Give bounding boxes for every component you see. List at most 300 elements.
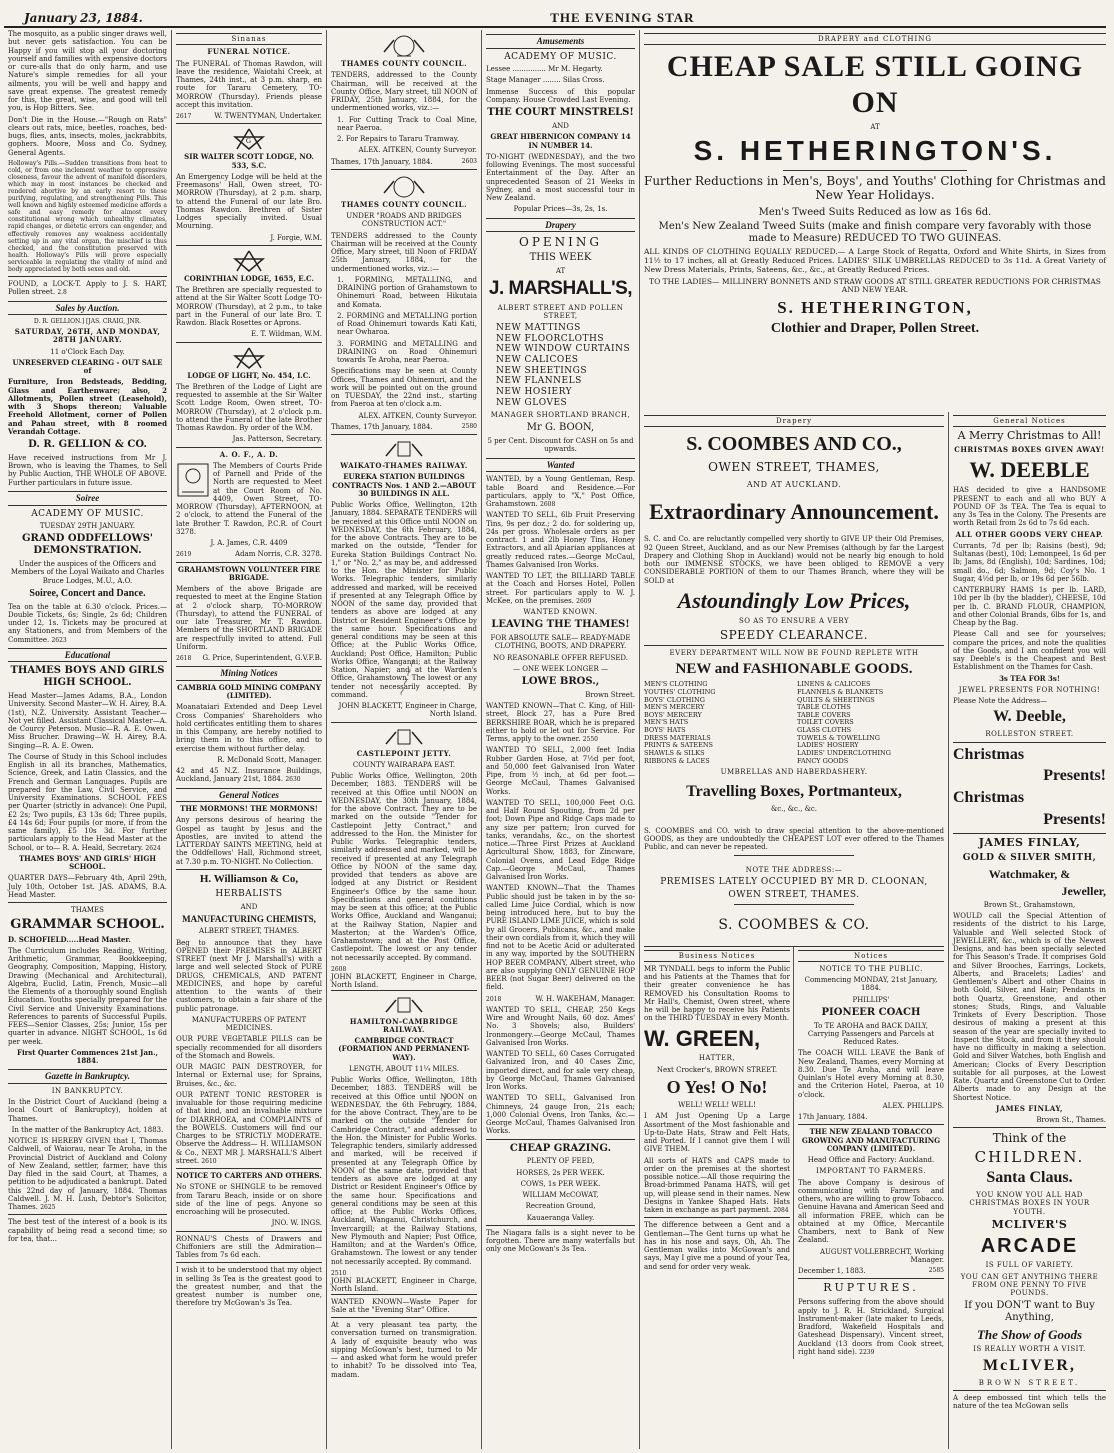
- deeble-body: HAS decided to give a HANDSOME PRESENT to each and all who BUY A POUND OF 3s TEA. The Tea is equal to any 3s Tea in the Colony. The Presents are worth Retail from 2s 6d to 7s 6d each.: [953, 486, 1106, 528]
- masonic-emblem-icon: [229, 249, 269, 273]
- divider: [8, 276, 167, 277]
- county-crest-icon: [379, 32, 429, 58]
- speedy-clearance: SPEEDY CLEARANCE.: [719, 628, 869, 643]
- hetherington-name: S. HETHERINGTON,: [777, 298, 973, 318]
- all-other-goods: ALL OTHER GOODS VERY CHEAP.: [955, 529, 1104, 539]
- divider: [331, 1294, 477, 1295]
- pills-ad: OUR PURE VEGETABLE PILLS can be specially recommended for all disorders of the Stomach and Bowels.: [176, 1035, 322, 1060]
- goods-item: TABLE CLOTHS: [797, 703, 851, 712]
- merry-christmas: A Merry Christmas to All!: [957, 429, 1102, 443]
- corinthian-notice: The Brethren are specially requested to attend at the Sir Walter Scott Lodge TO-MORROW (Thursday), at 2 p.m., to take part in the Funeral of our late Bro. T. Rawdon. Black Rosettes or Aprons.: [176, 286, 322, 327]
- fire-brigade-sig: 2618 G. Price, Superintendent, G.V.F.B.: [176, 654, 322, 662]
- goods-item: DRESS MATERIALS: [644, 733, 711, 742]
- lodge-light-sig: Jas. Patterson, Secretary.: [232, 435, 322, 444]
- drapery-head: Drapery: [644, 415, 944, 427]
- divider: [331, 990, 477, 991]
- wairarapa-title: COUNTY WAIRARAPA EAST.: [352, 760, 456, 769]
- all-sorts: All sorts of HATS and CAPS made to order on the premises at the shortest possible notice.—All those requiring the Broad-brimmed Panama HATS, will get up, will please send in their names. New Designs in Yankee Shaped Hats. Hats taken in exchange as part payment. 2084: [644, 1156, 790, 1215]
- mining-section-title: Mining Notices: [176, 666, 322, 681]
- found-ad: FOUND, a LOCK-T. Apply to J. S. HART, Pollen street. 2.8: [8, 280, 167, 297]
- williamson-title: H. Williamson & Co,: [199, 872, 299, 885]
- travelling-boxes: Travelling Boxes, Portmanteux,: [686, 782, 902, 800]
- walter-scott-title: SIR WALTER SCOTT LODGE, NO. 533, S.C.: [184, 152, 314, 170]
- wanted-ad: WANTED TO SELL, Galvanised Iron Chimneys, 24 gauge Iron, 21s each; 1,000 Colonial Ovens, Iron Tanks, &c.—George McCaul, Thames Galvanised Iron Works.: [486, 1094, 635, 1136]
- lowe-address: Brown Street.: [585, 690, 635, 699]
- fire-brigade-title: GRAHAMSTOWN VOLUNTEER FIRE BRIGADE.: [177, 564, 321, 582]
- ruptures-title: RUPTURES.: [823, 1281, 919, 1295]
- work-4: 2. FORMING and METALLING portion of Road Ohinemuri towards Kati Kati, near Owharoa.: [337, 311, 477, 337]
- horses-rate: HORSES, 2s PER WEEK.: [516, 1168, 605, 1177]
- carters-sig: JNO. W. INGS.: [271, 1219, 322, 1228]
- goods-item: LADIES' UNDERCLOTHING: [797, 749, 891, 758]
- quarter-days: QUARTER DAYS—February 4th, April 29th, July 10th, October 1st. JAS. ADAMS, B.A. Head Master.: [8, 874, 167, 899]
- marshall-item: NEW WINDOW CURTAINS: [496, 344, 631, 355]
- worth-visit: IS REALLY WORTH A VISIT.: [973, 1345, 1086, 1354]
- hatter-label: HATTER,: [698, 1054, 736, 1063]
- nz-tweed: Men's New Zealand Tweed Suits (make and finish compare very favorably with those made to Measure) REDUCED TO TWO GUINEAS.: [658, 221, 1092, 245]
- hamilton-sig: 2510 JOHN BLACKETT, Engineer in Charge, North Island.: [331, 1269, 477, 1294]
- divider: [734, 855, 854, 856]
- coombes-footer-name: S. COOMBES & CO.: [718, 917, 870, 933]
- work-3: 1. FORMING, METALLING, and DRAINING portion of Grahamstown to Ohinemuri Road, between Hikutaia and Komata.: [337, 275, 477, 309]
- cambridge-title: CAMBRIDGE CONTRACT (FORMATION AND PERMANENT-WAY).: [338, 1036, 470, 1062]
- castlepoint-sig: 2608 JOHN BLACKETT, Engineer in Charge, North Island.: [331, 965, 477, 990]
- christmas-2: Christmas: [953, 789, 1025, 807]
- christmas-boxes: CHRISTMAS BOXES GIVEN AWAY!: [954, 445, 1105, 455]
- notices-col: [798, 947, 944, 1360]
- funeral-title: FUNERAL NOTICE.: [207, 47, 291, 57]
- drapery-section-title: Drapery: [486, 218, 635, 233]
- mcliver-name: MCLIVER'S: [991, 1217, 1068, 1231]
- mormons-title: THE MORMONS! THE MORMONS!: [180, 804, 318, 814]
- divider: [734, 904, 854, 905]
- court-minstrels: THE COURT MINSTRELS!: [487, 107, 634, 119]
- cheap-sale-headline: CHEAP SALE STILL GOING ON: [666, 50, 1084, 119]
- arcade-label: ARCADE: [980, 1234, 1079, 1257]
- drapery-clothing-head: DRAPERY and CLOTHING: [644, 33, 1106, 45]
- hibernicon: GREAT HIBERNICON COMPANY 14 IN NUMBER 14.: [490, 132, 631, 150]
- council-title: THAMES COUNTY COUNCIL.: [340, 59, 468, 68]
- grammar-head-master: D. SCHOFIELD.....Head Master.: [8, 934, 131, 944]
- at-label: AT: [555, 267, 566, 276]
- cambria-sig: R. McDonald Scott, Manager.: [217, 755, 322, 764]
- aof-notice: The Members of Courts Pride of Parnell and Pride of the North are requested to Meet at the Court Room of No. 4409, Owen Street, TO-MORROW (Thursday), AFTERNOON, at 2 o'clock, to attend the Funeral of the late Brother T. Rawdon, P.C.R. of Court 3278.: [176, 461, 322, 536]
- umbrellas: UMBRELLAS AND HABERDASHERY.: [720, 768, 868, 777]
- goods-item: RIBBONS & LACES: [644, 756, 710, 765]
- deeble-prices: Currants, 7d per lb; Raisins (best), 9d; Sultanas (best), 10d; Lemonpeel, 1s 6d per lb; Jams, 8d (English), 10d; Sardines, 10d; small do., 6d; Salmon, 9d; Coy's No. 1 Sugar, 4½d per lb, or 19s 6d per 56lb.: [953, 541, 1106, 583]
- mosquito-note: The mosquito, as a public singer draws well, but never gets satisfaction. You can be Happy if you will stop all your doctoring yourself and families with expensive doctors or cure-alls that do only harm, and use Nature's simple remedies for all your ailments, you will be well and happy and save great expense. The greatest remedy for this, the great, wise, and good will tell you, is Hop Bitters. See.: [8, 30, 167, 113]
- christmas-1: Christmas: [953, 745, 1025, 763]
- full-of-variety: IS FULL OF VARIETY.: [985, 1261, 1074, 1270]
- wanted-ad: WANTED TO SELL, 100,000 Feet O.G. and Half Round Spouting, from 2d per foot; Down Pipe and Ridge Caps made to any size per pattern; Iron curved for tanks, verandahs, &c., on the shortest notice.—Three First Prizes at Auckland Agricultural Show, 1883, for Zincware, Colonial Ovens, and Lead Edge Ridge Cap.—George McCaul, Thames Galvanised Iron Works.: [486, 798, 635, 882]
- wanted-ad: WANTED TO SELL, 60 Cases Corrugated Galvanized Iron, and 40 Cases Zinc, imported direct, and for sale very cheap, by George McCaul, Thames Galvanised Iron Works.: [486, 1050, 635, 1092]
- aof-block: [176, 462, 322, 536]
- issue-date: January 23, 1884.: [24, 11, 143, 25]
- oyes-headline: O Yes! O No!: [666, 1076, 768, 1097]
- recreation-ground: Recreation Ground,: [525, 1202, 596, 1211]
- tenders-2-sig: ALEX. AITKEN, County Surveyor.: [358, 411, 477, 420]
- green-name: W. GREEN,: [644, 1025, 761, 1051]
- lowe-bros: LOWE BROS.,: [521, 676, 600, 688]
- tea-wish-ad: I wish it to be understood that my object in selling 3s Tea is the greatest good to the greatest number, and that the greatest number is number one, therefore try McGowan's 3s Tea.: [176, 1266, 322, 1308]
- bankruptcy-matter: In the matter of the Bankruptcy Act, 1883.: [11, 1125, 164, 1134]
- marshall-address: ALBERT STREET AND POLLEN STREET,: [497, 303, 624, 320]
- general-head: General Notices: [953, 415, 1106, 427]
- divider: [176, 447, 322, 448]
- carters-notice: No STONE or SHINGLE to be removed from Tararu Beach, inside or on shore side of the line of pegs. Anyone so encroaching will be prosecuted.: [176, 1183, 322, 1217]
- columns: [4, 30, 1108, 1449]
- so-as: SO AS TO ENSURE A VERY: [738, 616, 850, 625]
- this-week-label: THIS WEEK: [529, 252, 592, 264]
- goods-item: BOYS' CLOTHING: [644, 695, 705, 704]
- tobacco-title: THE NEW ZEALAND TOBACCO GROWING AND MANUFACTURING COMPANY (LIMITED).: [801, 1127, 941, 1153]
- work-2: 2. For Repairs to Tararu Tramway.: [337, 135, 460, 143]
- forester-emblem-icon: [176, 462, 210, 498]
- divider: [783, 170, 968, 171]
- cows-rate: COWS, 1s PER WEEK.: [520, 1179, 601, 1188]
- discount: 5 per Cent. Discount for CASH on 5s and upwards.: [487, 437, 634, 454]
- corinthian-title: CORINTHIAN LODGE, 1655, E.C.: [184, 273, 314, 283]
- divider: [331, 722, 477, 723]
- premises-label: PREMISES LATELY OCCUPIED BY MR D. CLOONAN,: [660, 876, 928, 887]
- divider: [331, 1317, 477, 1318]
- to-the-ladies: TO THE LADIES— MILLINERY BONNETS AND STRAW GOODS AT STILL GREATER REDUCTIONS FOR CHRISTMAS AND NEW YEAR.: [649, 276, 1101, 295]
- williamson-address: ALBERT STREET, THAMES.: [199, 927, 299, 936]
- castlepoint-body: Public Works Office, Wellington, 20th December, 1883. TENDERS will be received at this Office until NOON on WEDNESDAY, the 30th January, 1884, for the above Contract. They are to be marked on the outside "Tender for Castlepoint Jetty Contract," and addressed to the Hon. the Minister for Public Works. Telegraphic tenders, similarly addressed and marked, will be received if presented at any Telegraph Office by NOON of the same day, provided that tenders as above are lodged at any District or Resident Engineer's Office by the same hour. Specifications and general conditions may be seen at this office; at the Public Works Office, Auckland and Wanganui; at the Railway Station, Napier and Masterton; at the Warden's Office, Grahamstown; and at the Post Office, Castlepoint. The lowest or any tender not necessarily accepted. By command.: [331, 772, 477, 962]
- bankruptcy-title: IN BANKRUPTCY.: [51, 1086, 124, 1095]
- deeble-hams: CANTERBURY HAMS 1s per lb. LARD, 10d per lb (by the bladder), CHEESE, 10d per lb. C. BRAND FLOUR, CHAMPION, and other Colonial Brands, 6lbs for 1s, and Cheap by the Bag.: [953, 586, 1106, 628]
- tea-footer: The best test of the interest of a book is its capability of being read a second time; so for tea, that...: [8, 1218, 167, 1243]
- deeble-name: W. DEEBLE: [969, 457, 1090, 483]
- cambria-notice: Moanataiari Extended and Deep Level Cross Companies' Shareholders who hold certificates entitling them to shares in this Company, are hereby notified to bring them in to this office, and to exercise them without further delay.: [176, 703, 322, 753]
- leaving-thames: LEAVING THE THAMES!: [491, 619, 630, 631]
- aof-sig2: 2619 Adam Norris, C.R. 3278.: [176, 550, 322, 559]
- fire-brigade-notice: Members of the above Brigade are requested to meet at the Engine Station at 2 o'clock sharp, TO-MORROW (Thursday), to attend the FUNERAL of our late Treasurer, Mr T. Rawdon. Members of the SHORTLAND BRIGADE are respectfully invited to attend. Full Uniform.: [176, 585, 322, 651]
- marshall-item: NEW SHEETINGS: [496, 365, 587, 376]
- clothier-line: Clothier and Draper, Pollen Street.: [770, 321, 980, 337]
- divider: [331, 169, 477, 170]
- auction-header: D. R. GELLION.] [JAS. CRAIG, JNR.: [33, 318, 142, 326]
- goods-item: YOUTHS' CLOTHING: [644, 687, 716, 696]
- soiree-concert: Soiree, Concert and Dance.: [29, 587, 146, 599]
- notices-head: Notices: [798, 950, 944, 962]
- niagara-footer: The Niagara falls is a sight never to be forgotten. There are many waterfalls but only one McGowan's 3s Tea.: [486, 1228, 635, 1254]
- mcliver-brown: BROWN STREET.: [978, 1378, 1081, 1387]
- tenders-1-date: Thames, 17th January, 1884. 2603: [331, 157, 477, 166]
- tenders-2-date: Thames, 17th January, 1884. 2580: [331, 422, 477, 431]
- cambria-addr: 42 and 45 N.Z. Insurance Buildings, Auckland, January 21st, 1884. 2630: [176, 767, 322, 784]
- public-notice: NOTICE TO THE PUBLIC.: [819, 964, 923, 973]
- farmers-sig: AUGUST VOLLEBRECHT, Working Manager.: [819, 1247, 944, 1264]
- tyndall-notice: MR TYNDALL begs to inform the Public and his Patients at the Thames that for their greater convenience he has REMOVED his Consultation Rooms to Mr Hall's, Chemist, Owen street, where he will be happy to receive his Patients on the THIRD TUESDAY in every Month.: [644, 964, 790, 1023]
- ruptures-notice: Persons suffering from the above should apply to J. R. H. Strickland, Surgical Instrument-maker (late maker to Leeds, Bradford, Wakefield Hospitals and Gateshead Dispensary). Vincent street, Auckland (13 doors from Cook street, right hand side). 2239: [798, 1298, 944, 1356]
- at-label: AT: [870, 123, 880, 132]
- castlepoint-title: CASTLEPOINT JETTY.: [356, 748, 452, 758]
- divider: [8, 902, 167, 903]
- marshall-item: NEW FLANNELS: [496, 376, 582, 387]
- farmers-notice: The above Company is desirous of communicating with Farmers and others, who are willing to grow Tobacco. Genuine Havana and American Seed and all information FREE, which can be obtained at my Office, Mercantile Chambers, next to Bank of New Zealand.: [798, 1178, 944, 1245]
- business-col: [644, 947, 794, 1360]
- column-4: [482, 30, 640, 1449]
- svg-text:G: G: [246, 137, 252, 146]
- hetherington-headline: S. HETHERINGTON'S.: [693, 135, 1057, 167]
- goods-item: MEN'S HATS: [644, 718, 689, 727]
- soiree-section-title: Soiree: [8, 491, 167, 506]
- colony-crest-icon: [382, 994, 426, 1016]
- bankruptcy-court: In the District Court of Auckland (being a local Court of Bankruptcy), holden at Thames.: [8, 1098, 167, 1123]
- column-head: Sinanas: [176, 33, 322, 45]
- chemists-label: MANUFACTURING CHEMISTS,: [182, 913, 316, 924]
- farmers-date: December 1, 1883. 2585: [798, 1267, 944, 1276]
- goods-item: BOYS' MERCERY: [644, 710, 702, 719]
- general-notices-column: [949, 412, 1110, 1449]
- marshall-items: [496, 323, 635, 408]
- divider: [176, 245, 322, 246]
- special-attention: S. COOMBES and CO. wish to draw special attention to the above-mentioned GOODS, as they are undoubtedly the CHEAPEST LOT ever offered to the Thames Public, and can never be repeated.: [644, 826, 944, 852]
- oddfellows-sub: Under the auspices of the Officers and Members of the Loyal Waikato and Charles Bruce Lodges, M.U., A.O.: [10, 560, 165, 585]
- business-area: [644, 946, 944, 1360]
- academy-title: ACADEMY OF MUSIC.: [504, 51, 617, 62]
- no-offer-refused: NO REASONABLE OFFER REFUSED.: [492, 653, 629, 662]
- goods-list-right: [797, 681, 944, 765]
- masthead: [4, 4, 1106, 28]
- colony-crest-icon: [382, 438, 426, 460]
- divider: [486, 1139, 635, 1140]
- presents-2: Presents!: [1043, 811, 1106, 829]
- anything-there: YOU CAN GET ANYTHING THERE FROM ONE PENNY TO FIVE POUNDS.: [960, 1272, 1099, 1298]
- divider: [953, 1390, 1106, 1391]
- divider: [798, 1278, 944, 1279]
- mcliver-name-2: McLIVER,: [983, 1356, 1076, 1374]
- goods-item: TABLE COVERS: [797, 710, 851, 719]
- auction-note: Have received instructions from Mr J. Brown, who is leaving the Thames, to Sell by Public Auction, THE WHOLE OF ABOVE. Further particulars in future issue.: [8, 453, 167, 487]
- te-aroha: To TE AROHA and BACK DAILY, Carrying Passengers and Parcels at Reduced Rates.: [807, 1021, 935, 1047]
- educational-section-title: Educational: [8, 648, 167, 663]
- divider: [798, 1124, 944, 1125]
- santa-claus: Santa Claus.: [986, 1169, 1073, 1187]
- school-staff: Head Master—James Adams, B.A., London University. Second Master—W. H. Airey, B.A. (1st), N.Z. University. Assistant Teacher—Not yet filled. Assistant Classical Master—A. de Courcy Peterson. Music—R. A. E. Owen. Miss Brucher. Drawing—W. H. Airey, B.A. Singing—R. A. E. Owen.: [8, 692, 167, 750]
- goods-item: TOILET COVERS: [797, 718, 854, 727]
- owen-street: OWEN STREET, THAMES.: [728, 890, 860, 901]
- deeble-please: Please Call and see for yourselves; compare the prices, and note the qualities of the Goods, and I am confident you will say Deeble's is the Cheapest and Best Establishment on the Thames for Cash.: [953, 630, 1106, 672]
- finlay-name: JAMES FINLAY,: [978, 836, 1081, 850]
- stage-manager: Stage Manager ........ Silas Cross.: [486, 76, 605, 85]
- goods-item: LINENS & CALICOES: [797, 680, 871, 689]
- absolute-sale: FOR ABSOLUTE SALE— READY-MADE CLOTHING, BOOTS, AND DRAPERY.: [490, 634, 631, 651]
- divider: [644, 645, 944, 646]
- auction-firm: D. R. GELLION & CO.: [28, 439, 147, 451]
- etc-label: &c., &c., &c.: [770, 804, 818, 813]
- coombes-body: S. C. and Co. are reluctantly compelled very shortly to GIVE UP their Old Premises, 92 Queen Street, Auckland, and as our New Premises (although by far the Largest Drapery and Clothing Shop in Auckland) would not be nearly big enough to hold both our IMMENSE STOCKS, we have been obliged to REMOVE a very CONSIDERABLE PORTION of them to our Thames Branch, where they will be SOLD at: [644, 535, 944, 585]
- divider: [176, 342, 322, 343]
- williamson-body: Beg to announce that they have OPENED their PREMISES in ALBERT STREET (next Mr J. Marshall's) with a large and well selected Stock of PURE DRUGS, CHEMICALS, AND PATENT MEDICINES, and hope by careful attention to the wants of their customers, to obtain a fair share of the public patronage.: [176, 938, 322, 1013]
- handwritten-mark: ~~~~: [393, 655, 421, 699]
- and-label: AND: [552, 122, 569, 131]
- divider: [176, 562, 322, 563]
- handwritten-mark: ~~~: [430, 1090, 454, 1124]
- work-5: 3. FORMING and METALLING and DRAINING on Road Ohinemuri towards Te Aroha, near Paeroa.: [337, 339, 477, 364]
- gold-silver: GOLD & SILVER SMITH,: [962, 853, 1097, 864]
- gent-joke: The difference between a Gent and a Gentleman—The Gent turns up what he has in his nose and says, Oh, Ah. The Gentleman walks into McGowan's and says, May I give me a pound of your Tea, and send for order very weak.: [644, 1221, 790, 1271]
- marshall-item: NEW MATTINGS: [496, 323, 581, 334]
- well-label: WELL! WELL! WELL!: [678, 1101, 756, 1110]
- phillips-label: PHILLIPS': [852, 995, 890, 1004]
- divider: [486, 1225, 635, 1226]
- watchmaker: Watchmaker, &: [988, 866, 1071, 881]
- goods-item: MEN'S MERCERY: [644, 703, 705, 712]
- railway-title: WAIKATO-THAMES RAILWAY.: [340, 461, 468, 470]
- goods-item: PRINTS & SATEENS: [644, 741, 713, 750]
- divider: [644, 1217, 790, 1218]
- farmers-title: IMPORTANT TO FARMERS.: [816, 1167, 926, 1176]
- coombes-owen: OWEN STREET, THAMES,: [708, 459, 880, 474]
- tweed-suits: Men's Tweed Suits Reduced as low as 16s 6d.: [758, 206, 992, 218]
- jewel-presents: JEWEL PRESENTS FOR NOTHING!: [958, 685, 1101, 694]
- lodge-light-notice: The Brethren of the Lodge of Light are requested to assemble at the Sir Walter Scott Lodge Room, Owen street, TO-MORROW (Thursday), at 2 o'clock p.m. to attend the Funeral of the late Brother Thomas Rawdon. By order of the W.M.: [176, 382, 322, 432]
- tenders-1: TENDERS, addressed to the County Chairman, will be received at the County Office, Mary street, till NOON of FRIDAY, 25th January, 1884, for the undermentioned works, viz.:—: [331, 71, 477, 113]
- kauaeranga-valley: Kauaeranga Valley.: [526, 1213, 595, 1222]
- column-5: [640, 30, 1110, 1449]
- wanted-sig: 2018 W. H. WAKEHAM, Manager.: [486, 994, 635, 1003]
- divider: [8, 1214, 167, 1215]
- grammar-curriculum: The Curriculum includes Reading, Writing, Arithmetic, Grammar, Bookkeeping, Geography, Composition, Mapping, History, Drawing (Mechanical and Architectural), Algebra, Euclid, Latin, French, Music—all the Elements of a thoroughly sound English Education. Youths specially prepared for the Civil Service and University Examinations. References to parents of Successful Pupils. FEES—Senior Classes, 25s; Junior, 15s per quarter in advance. NIGHT SCHOOL, 1s 6d per week.: [8, 946, 167, 1046]
- bankruptcy-notice: NOTICE IS HEREBY GIVEN that I, Thomas Caldwell, of Waiorau, near Te Aroha, in the Provincial District of Auckland and Colony of New Zealand, settler, farmer, have this Day filed in the said Court, at Thames, a petition to be adjudicated a bankrupt. Dated this 22nd day of January, 1884. Thomas Caldwell. J. M. H. Lush, Debtor's Solicitor, Thames. 2625: [8, 1137, 167, 1212]
- wanted-ad: WANTED KNOWN—That the Thames Public should just be taken in by the so-called Lime Juice Cordial, which is now being introduced here, but to buy the PURE ISLAND LIME JUICE, which is sold by all Grocers, Publicans, &c., and make their own cordials from it, which they will find not to be Acetic Acid or adulterated in any way, imported by the SOUTHERN HOP BEER COMPANY, Albert street, who are also supplying ONLY GENUINE HOP BEER (not Sugar Beer) delivered on the field.: [486, 884, 635, 992]
- boys-girls-title: THAMES BOYS' AND GIRLS' HIGH SCHOOL.: [18, 853, 157, 872]
- goods-list-left: [644, 681, 791, 765]
- goods-item: QUILTS & SHEETINGS: [797, 695, 875, 704]
- coach-notice: The COACH WILL LEAVE the Bank of New Zealand, Thames, every Morning at 8.30. Due Te Aroha, and will leave Quinlan's Hotel every Morning at 8.30, and the Criterion Hotel, Paeroa, at 10 o'clock.: [798, 1049, 944, 1099]
- colony-crest-icon: [382, 726, 426, 748]
- tea-tint-footer: A deep embossed tint which tells the nature of the tea McGowan sells: [953, 1393, 1106, 1411]
- marshall-item: NEW FLOORCLOTHS: [496, 333, 605, 344]
- tea-prices: Tea on the table at 6.30 o'clock. Prices.—Double Tickets, 6s; Single, 2s 6d; Children under 12, 1s. Tickets may be procured at any Stationers, and from Members of the Committee. 2623: [8, 602, 167, 644]
- finlay-brown: Brown St., Grahamstown,: [983, 900, 1076, 909]
- cheap-grazing: CHEAP GRAZING.: [509, 1142, 612, 1154]
- goods-item: MEN'S CLOTHING: [644, 680, 708, 689]
- business-head: Business Notices: [644, 950, 790, 962]
- tenders-2: TENDERS addressed to the County Chairman will be received at the County Office, Mary street, till Noon of FRIDAY 25th January, 1884, for the undermentioned works, viz.:—: [331, 231, 477, 273]
- academy-title: ACADEMY OF MUSIC.: [31, 508, 144, 519]
- hamilton-body: Public Works Office, Wellington, 18th December, 1883. TENDERS will be received at this Office until NOON on WEDNESDAY, the 6th February, 1884, for the above Contract. They are to be marked on the outside "Tender for Cambridge Contract," and addressed to the Hon. the Minister for Public Works. Telegraphic tenders, similarly addressed and marked, will be received if presented at any Telegraph Office by NOON of the same date, provided that tenders as above are lodged at any District or Resident Engineer's Office by the same hour. Specifications and general conditions may be seen at this office; at the Public Works Offices, Auckland, Wanganui, Christchurch, and Invercargill; at the Railway Stations, New Plymouth and Napier; Post Office, Hamilton; and at the Warden's Office, Grahamstown. The lowest or any tender not necessarily accepted. By command.: [331, 1076, 477, 1266]
- council-title-2: THAMES COUNTY COUNCIL.: [340, 199, 468, 209]
- tea-for-3s: 3s TEA FOR 3s!: [999, 673, 1060, 683]
- divider: [953, 833, 1106, 834]
- coach-date: 17th January, 1884.: [798, 1113, 868, 1122]
- please-note: Please Note the Address—: [953, 697, 1048, 706]
- goods-item: TOWELS & TOWELLING: [797, 733, 880, 742]
- children: CHILDREN.: [974, 1147, 1085, 1166]
- cambria-title: CAMBRIA GOLD MINING COMPANY (LIMITED).: [177, 682, 321, 701]
- eureka-body: Public Works Office, Wellington, 12th January, 1884. SEPARATE TENDERS will be received at this Office until NOON on WEDNESDAY, the 6th February, 1884, for the above Contracts. They are to be marked on the outside, "Tender for Eureka Station Buildings Contract No. 1," or "No. 2," as may be, and addressed to the Hon. the Minister for Public Works. Telegraphic tenders, similarly addressed and marked, will be received if presented at any Telegraph Office by NOON of the same day, provided that tenders as above are lodged at any District or Resident Engineer's Office by the same hour. Specifications and general conditions may be seen at this Office; at the Public Works Office, Auckland; Post Office, Hamilton; Public Works Office, Wanganui; at the Railway Station, Napier; and at the Warden's Office, Grahamstown. The lowest or any tender not necessarily accepted. By command.: [331, 501, 477, 699]
- presents-1: Presents!: [1043, 767, 1106, 785]
- note-address: NOTE THE ADDRESS:—: [745, 865, 843, 874]
- gazette-section-title: Gazette in Bankruptcy.: [8, 1069, 167, 1084]
- goods-item: FLANNELS & BLANKETS: [797, 687, 884, 696]
- dont-buy: If you DON'T want to Buy Anything,: [964, 1300, 1095, 1324]
- divider: [953, 1127, 1106, 1128]
- holloway-pills-ad: Holloway's Pills.—Sudden transitions from heat to cold, or from one inclement weather to oppressive closeness, favour the advent of manifold disorders, which may in most instances be checked and rendered abortive by an early resort to these purifying, regulating, and strengthening Pills. This well known and highly esteemed medicine affords a safe and easy remedy for almost every constitutional wrong which unhealthy climates, rapid changes, or dietetic errors can engender, and effectively removes any weakness accidentally setting up in any vital organ, the mischief is thus checked, and the constitution preserved with health. Holloway's Pills will prove especially serviceable in regulating the vitality of mind and body appreciated by both sexes and old.: [8, 159, 167, 273]
- column-2: [172, 30, 327, 1449]
- manufacturers-label: MANUFACTURERS OF PATENT MEDICINES.: [191, 1015, 307, 1033]
- school-course: The Course of Study in this School includes English in all its branches, Mathematics, Science, Greek, and Latin Classics, and the French and German Languages. Pupils are prepared for the Law, Civil Service, and University Examinations. SCHOOL FEES per Quarter (strictly in advance): One Pupil, £2 2s; Two pupils, £3 13s 6d; Three pupils, £4 14s 6d; Four pupils (or more, if from the same family), £5 10s 3d. For further particulars apply to the Head Master at the School, or to— R. A. Heald, Secretary. 2624: [8, 752, 167, 852]
- mccowat-name: WILLIAM McCOWAT,: [522, 1191, 599, 1200]
- one-week: — ONE WEEK LONGER —: [512, 664, 608, 673]
- first-quarter: First Quarter Commences 21st Jan., 1884.: [16, 1047, 158, 1066]
- walter-scott-sig: J. Forgie, W.M.: [270, 233, 322, 242]
- you-know: YOU KNOW YOU ALL HAD CHRISTMAS BOXES IN YOUR YOUTH.: [969, 1191, 1090, 1216]
- all-kinds: ALL KINDS OF CLOTHING EQUALLY REDUCED.— A Large Stock of Regatta, Oxford and White Shirts, in Sizes from 11½ to 17 inches, all at Greatly Reduced Prices. LADIES' SILK UMBRELLAS REDUCED to 3s 11d. A Great Variety of New Dress Materials, Prints, Sateens, &c., &c., at Greatly Reduced Prices.: [644, 247, 1106, 274]
- tonight: TO-NIGHT (WEDNESDAY), and the two following Evenings. The most successful Entertainment of the Day. After an unprecedented Season of 21 Weeks in Sydney, and a most successful tour in New Zealand.: [486, 152, 635, 203]
- marshall-item: NEW CALICOES: [496, 355, 579, 366]
- county-crest-icon: [379, 173, 429, 199]
- goods-item: LADIES' HOSIERY: [797, 741, 859, 750]
- coombes-auckland: AND AT AUCKLAND.: [746, 480, 842, 489]
- marshall-item: NEW GLOVES: [496, 397, 568, 408]
- new-goods: NEW and FASHIONABLE GOODS.: [675, 660, 913, 677]
- auction-date: SATURDAY, 26TH, AND MONDAY, 28TH JANUARY.: [14, 327, 161, 345]
- eureka-title: EUREKA STATION BUILDINGS CONTRACTS Nos. 1 AND 2.—ABOUT 30 BUILDINGS IN ALL.: [332, 472, 476, 498]
- masonic-emblem-icon: [229, 346, 269, 370]
- finlay-body: WOULD call the Special Attention of residents of the district to his Large, Valuable and Well selected Stock of JEWELLERY, &c., which is of the Newest Designs, and has been specially selected for This Season's Trade. It comprises Gold and Silver Brooches, Earrings, Lockets, Alberts, and Bracelets; Ladies' and Gentlemen's Albert and other Chains in both Gold, Silver, and Hair; Pendants in both Quartz, Greenstone, and other stones; Studs, Rings, and Valuable Trinkets of Every Description. Those desirous of making a present at this season of the year are specially invited to Inspect the Stock, and from it they should have no difficulty in making a selection. Gold and Silver Watches, both English and American; Clocks of Every Description suitable for all purposes, at the Lowest Rate. Quartz and Greenstone Cut to Order. Alberts made to any Design at the Shortest Notice.: [953, 912, 1106, 1102]
- paper-title: THE EVENING STAR: [550, 10, 695, 25]
- head-office: Head Office and Factory: Auckland.: [807, 1156, 935, 1165]
- wanted-ad: WANTED, by a Young Gentleman, Resp. table Board and Residence.—For particulars, apply to "X," Post Office, Grahamstown. 2608: [486, 475, 635, 509]
- magic-ad: OUR MAGIC PAIN DESTROYER, for Internal or External use; for Sprains, Bruises, &c., &c.: [176, 1063, 322, 1088]
- commencing: Commencing MONDAY, 21st January, 1884.: [804, 976, 938, 993]
- further-reductions: Further Reductions in Men's, Boys', and Youths' Clothing for Christmas and New Year Holidays.: [644, 174, 1106, 203]
- carters-title: NOTICE TO CARTERS AND OTHERS.: [176, 1171, 322, 1181]
- iam-notice: I AM Just Opening Up a Large Assortment of the Most fashionable and Up-to-Date Hats, Straw and Felt Hats, and Ported. If I cannot give them I will GIVE THEM.: [644, 1112, 790, 1154]
- divider: [176, 1168, 322, 1169]
- column-3: [327, 30, 482, 1449]
- wanted-ad: WANTED TO SELL, CHEAP, 250 Kegs Wire and Wrought Nails, 60 doz. Ames' No. 3 Shovels; also, Builders' Ironmongery.—George McCaul, Thames Galvanised Iron Works.: [486, 1005, 635, 1047]
- every-department: EVERY DEPARTMENT WILL NOW BE FOUND REPLETE WITH: [669, 649, 919, 658]
- coombes-name: S. COOMBES AND CO.,: [686, 433, 902, 456]
- aof-title: A. O. F., A. D.: [219, 449, 279, 459]
- wanted-ad: WANTED TO SELL, 6lb Fruit Preserving Tins, 9s per doz.; 2 do. for soldering up, 24s per gross. Wholesale orders as per contract. 1 and 2lb Honey Tins, Honey Extractors, and all Apiarian appliances at greatly reduced rates.—George McCaul, Thames Galvanised Iron Works.: [486, 511, 635, 569]
- goods-item: GLASS CLOTHS: [797, 726, 852, 735]
- general-section-title: General Notices: [176, 788, 322, 803]
- wanted-ad: WANTED KNOWN—That C. King, of Hill-street, Block 27, has a Pure Bred BERKSHIRE BOAR, which he is prepared either to hold or let out for Service. For Terms, apply to the owner. 2550: [486, 702, 635, 744]
- wanted-ad: WANTED TO LET, the BILLIARD TABLE at the Coach and Horses Hotel, Pollen street. For particulars apply to W. J. McKee, on the premises. 2609: [486, 572, 635, 605]
- eureka-sig: JOHN BLACKETT, Engineer in Charge, North Island.: [338, 702, 477, 719]
- funeral-sig: 2617 W. TWENTYMAN, Undertaker.: [176, 112, 322, 120]
- corinthian-sig: E. T. Wildman, W.M.: [250, 330, 322, 339]
- high-school-title: THAMES BOYS AND GIRLS HIGH SCHOOL.: [10, 665, 165, 689]
- boon-name: Mr G. BOON,: [526, 422, 595, 434]
- tonic-ad: OUR PATENT TONIC RESTORER is invaluable for those requiring medicine of that kind, and an invaluable mixture for DIARRHOEA, and COMPLAINTS of the BOWELS. Customers will find our Charges to be STRICTLY MODERATE. Observe the Address— H. WILLIAMSON & Co., NEXT MR J. MARSHALL'S Albert street. 2610: [176, 1090, 322, 1165]
- coach-sig: ALEX. PHILLIPS.: [882, 1101, 944, 1110]
- manager-label: MANAGER SHORTLAND BRANCH,: [490, 411, 631, 420]
- roads-act: UNDER "ROADS AND BRIDGES CONSTRUCTION ACT.": [346, 212, 462, 229]
- and-label: AND: [240, 902, 258, 911]
- pioneer-coach: PIONEER COACH: [821, 1006, 921, 1018]
- tenders-1-sig: ALEX. AITKEN, County Surveyor.: [358, 146, 477, 155]
- masonic-emblem-icon: [229, 127, 269, 151]
- popular-prices: Popular Prices—3s, 2s, 1s.: [513, 205, 608, 214]
- wanted-known-title: WANTED KNOWN.: [523, 608, 598, 617]
- marshall-item: NEW HOSIERY: [496, 386, 573, 397]
- divider: [176, 123, 322, 124]
- wanted-ad: WANTED TO SELL, 2,000 feet India Rubber Garden Hose, at 7½d per foot, and 50,000 feet Galvanised Iron Water Pipe, from ½ inch, at 6d per foot.—George McCaul, Thames Galvanised Works.: [486, 746, 635, 796]
- goods-item: BOYS' HATS: [644, 726, 686, 735]
- crocker-label: Next Crocker's, BROWN STREET.: [656, 1065, 778, 1074]
- goods-list: [644, 681, 944, 765]
- divider: [176, 1231, 322, 1232]
- finlay-brown-2: Brown St., Thames.: [1036, 1116, 1106, 1125]
- jeweller: Jeweller,: [1061, 883, 1106, 898]
